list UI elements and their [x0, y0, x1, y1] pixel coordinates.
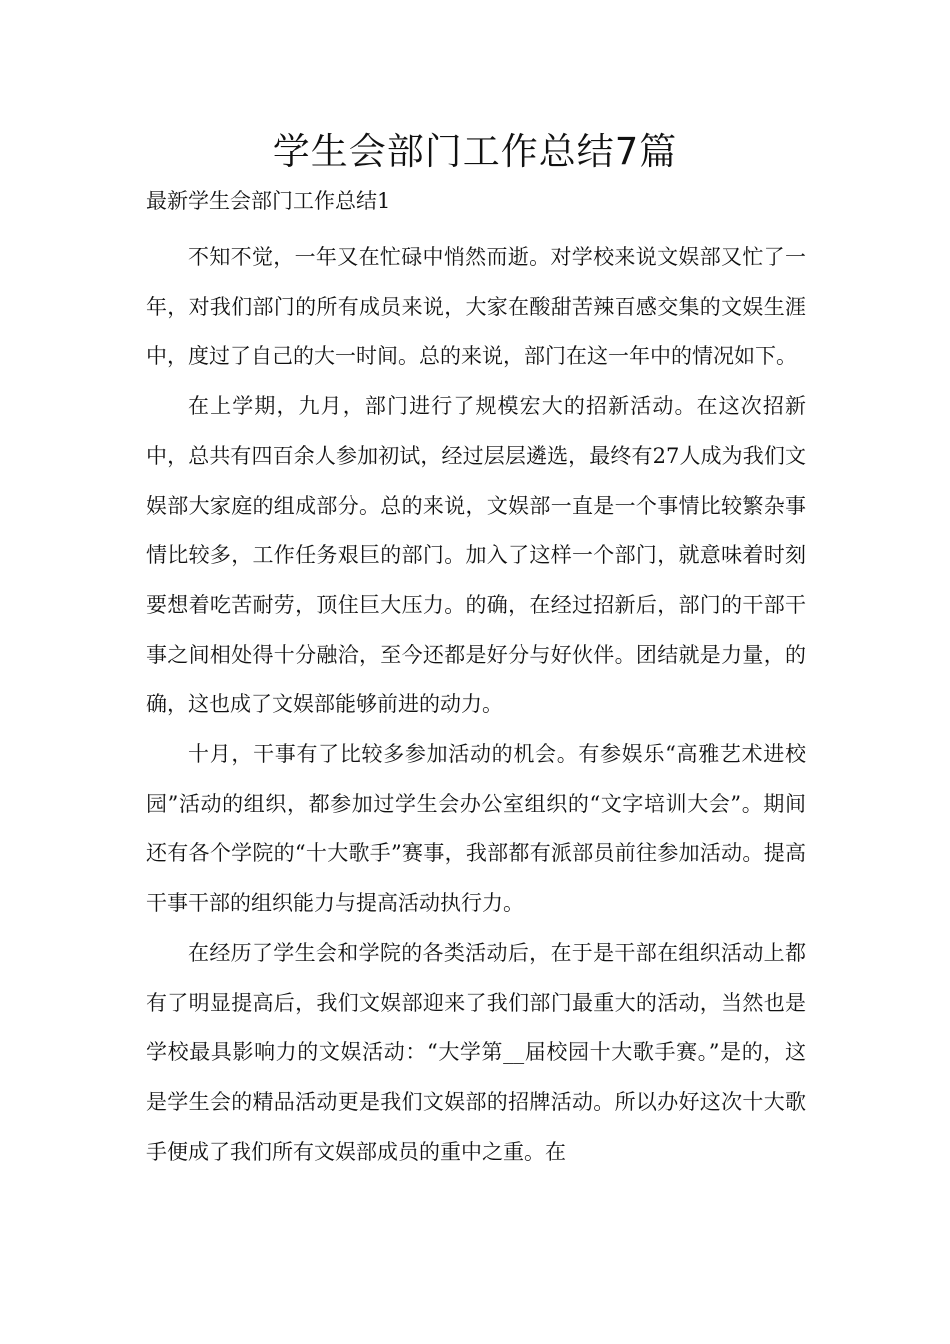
paragraph: 不知不觉，一年又在忙碌中悄然而逝。对学校来说文娱部又忙了一年，对我们部门的所有成员来说，大家在酸甜苦辣百感交集的文娱生涯中，度过了自己的大一时间。总的来说，部门在这一年中的情况如下。: [146, 245, 806, 369]
section-heading: 最新学生会部门工作总结1: [146, 189, 391, 213]
paragraph: 十月，干事有了比较多参加活动的机会。有参娱乐“高雅艺术进校园”活动的组织，都参加过学生会办公室组织的“文字培训大会”。期间还有各个学院的“十大歌手”赛事，我部都有派部员前往参加活动。提高干事干部的组织能力与提高活动执行力。: [146, 742, 806, 916]
document-title: 学生会部门工作总结7篇: [272, 130, 678, 173]
paragraph: 在上学期，九月，部门进行了规模宏大的招新活动。在这次招新中，总共有四百余人参加初试，经过层层遴选，最终有27人成为我们文娱部大家庭的组成部分。总的来说，文娱部一直是一个事情比较繁杂事情比较多，工作任务艰巨的部门。加入了这样一个部门，就意味着时刻要想着吃苦耐劳，顶住巨大压力。的确，在经过招新后，部门的干部干事之间相处得十分融洽，至今还都是好分与好伙伴。团结就是力量，的确，这也成了文娱部能够前进的动力。: [146, 394, 806, 717]
paragraph: 在经历了学生会和学院的各类活动后，在于是干部在组织活动上都有了明显提高后，我们文娱部迎来了我们部门最重大的活动，当然也是学校最具影响力的文娱活动：“大学第__届校园十大歌手赛。”是的，这是学生会的精品活动更是我们文娱部的招牌活动。所以办好这次十大歌手便成了我们所有文娱部成员的重中之重。在: [146, 940, 806, 1164]
document-body: [146, 233, 806, 1177]
